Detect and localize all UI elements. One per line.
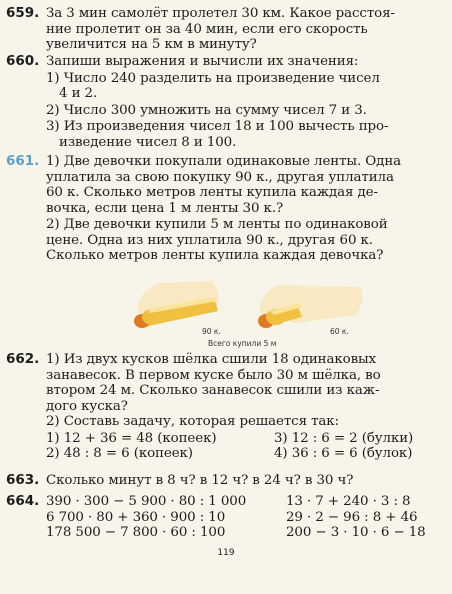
text-line: 1) Из двух кусков шёлка сшили 18 одинаковых	[46, 352, 377, 367]
text-line: уплатила за свою покупку 90 к., другая уплатила	[46, 169, 394, 185]
text-line: 1) Число 240 разделить на произведение чисел	[46, 70, 380, 86]
ribbons-illustration	[120, 271, 370, 351]
expression-row	[46, 525, 446, 541]
text-line: ние пролетит он за 40 мин, если его скорость	[46, 21, 368, 37]
text-line: 4 и 2.	[59, 86, 98, 101]
expression-row	[46, 494, 446, 510]
expression: 6 700 · 80 + 360 · 900 : 10	[46, 509, 226, 525]
text-line: 2) Число 300 умножить на сумму чисел 7 и 3.	[46, 102, 367, 118]
equation: 2) 48 : 8 = 6 (копеек)	[46, 446, 193, 461]
text-line: 1) Две девочки покупали одинаковые ленты. Одна	[46, 154, 402, 169]
expression: 29 · 2 − 96 : 8 + 46	[286, 509, 418, 525]
text-line: 2) Составь задачу, которая решается так:	[46, 414, 339, 429]
problem-660	[6, 54, 446, 150]
problem-664	[6, 494, 446, 541]
problem-662	[6, 352, 446, 462]
problem-663	[6, 473, 446, 489]
text-line: 60 к. Сколько метров ленты купила каждая де-	[46, 185, 378, 200]
equation-row	[46, 446, 446, 462]
problem-659	[6, 6, 446, 53]
problem-661	[6, 154, 446, 264]
price-label-left: 90 к.	[202, 327, 221, 336]
problem-number: 661.	[6, 153, 40, 169]
text-line: Запиши выражения и вычисли их значения:	[46, 54, 359, 69]
problem-number: 664.	[6, 493, 40, 509]
expression: 178 500 − 7 800 · 60 : 100	[46, 525, 226, 540]
problem-number: 659.	[6, 5, 40, 21]
problem-number: 662.	[6, 351, 40, 367]
expression: 200 − 3 · 10 · 6 − 18	[286, 525, 426, 540]
text-line: вочка, если цена 1 м ленты 30 к.?	[46, 200, 284, 216]
expression: 13 · 7 + 240 · 3 : 8	[286, 494, 411, 509]
illustration-caption: Всего купили 5 м	[208, 339, 277, 348]
text-line: Сколько метров ленты купила каждая девочка?	[46, 248, 384, 263]
expression-row	[46, 510, 446, 526]
text-line: Сколько минут в 8 ч? в 12 ч? в 24 ч? в 30 ч?	[46, 473, 354, 488]
problem-number: 663.	[6, 472, 40, 488]
equation: 1) 12 + 36 = 48 (копеек)	[46, 430, 217, 446]
text-line: За 3 мин самолёт пролетел 30 км. Какое расстоя-	[46, 6, 395, 21]
equation: 4) 36 : 6 = 6 (булок)	[274, 446, 413, 461]
expression: 390 · 300 − 5 900 · 80 : 1 000	[46, 494, 247, 509]
text-line: 3) Из произведения чисел 18 и 100 вычесть про-	[46, 119, 389, 134]
problem-number: 660.	[6, 53, 40, 69]
text-line: цене. Одна из них уплатила 90 к., другая 60 к.	[46, 232, 373, 248]
page-number: 119	[217, 548, 235, 558]
equation: 3) 12 : 6 = 2 (булки)	[274, 430, 414, 446]
text-line: 2) Две девочки купили 5 м ленты по одинаковой	[46, 217, 388, 232]
text-line: занавесок. В первом куске было 30 м шёлка, во	[46, 367, 381, 383]
text-line: втором 24 м. Сколько занавесок сшили из каж-	[46, 383, 380, 398]
text-line: изведение чисел 8 и 100.	[59, 134, 237, 150]
equation-row	[46, 431, 446, 447]
text-line: дого куска?	[46, 398, 128, 414]
text-line: увеличится на 5 км в минуту?	[46, 37, 257, 52]
price-label-right: 60 к.	[330, 327, 349, 336]
